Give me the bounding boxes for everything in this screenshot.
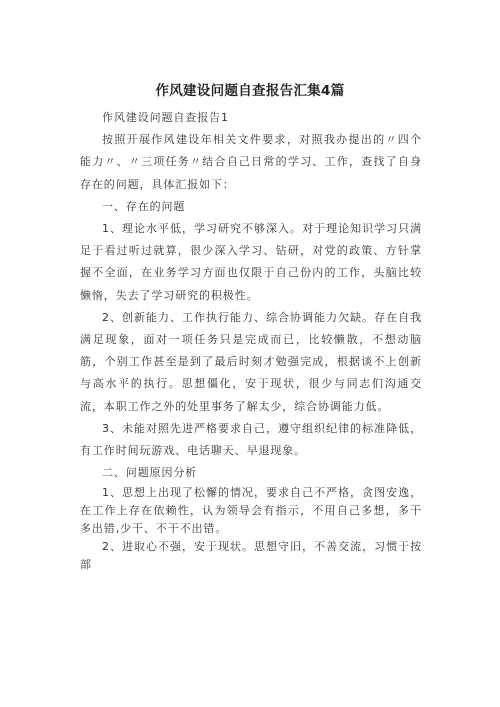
section-heading-analysis: 二、问题原因分析 xyxy=(102,466,198,480)
problem-item-2: 2、创新能力、工作执行能力、综合协调能力欠缺。存在自我满足现象，面对一项任务只是完成而已，比较懒散，不想动脑筋，个别工作甚至是到了最后时刻才勉强完成，根据谈不上创新与高水平的执行。思想僵化，安于现状，很少与同志们沟通交流，本职工作之外的处里事务了解太少，综合协调能力低。 xyxy=(80,310,422,413)
problem-item-1: 1、理论水平低，学习研究不够深入。对于理论知识学习只满足于看过听过就算，很少深入学习、钻研，对党的政策、方针掌握不全面，在业务学习方面也仅限于自己份内的工作，头脑比较懒惰，失去了学习研究的积极性。 xyxy=(80,222,422,302)
intro-paragraph: 按照开展作风建设年相关文件要求，对照我办提出的〃四个能力〃、〃三项任务〃结合自己日常的学习、工作，查找了自身存在的问题，具体汇报如下： xyxy=(80,133,422,191)
report-subtitle: 作风建设问题自查报告1 xyxy=(102,111,229,124)
analysis-item-2: 2、进取心不强，安于现状。思想守旧，不善交流，习惯于按部 xyxy=(80,540,422,572)
analysis-item-1: 1、思想上出现了松懈的情况，要求自己不严格，贪图安逸，在工作上存在依赖性，认为领导会有指示，不用自己多想，多干多出错,少干、不干不出错。 xyxy=(80,486,422,536)
document-title: 作风建设问题自查报告汇集4篇 xyxy=(155,83,345,99)
document-body xyxy=(80,107,422,574)
problem-item-3: 3、未能对照先进严格要求自己，遵守组织纪律的标准降低，有工作时间玩游戏、电话聊天、早退现象。 xyxy=(80,421,422,458)
section-heading-problems: 一、存在的问题 xyxy=(102,199,186,213)
